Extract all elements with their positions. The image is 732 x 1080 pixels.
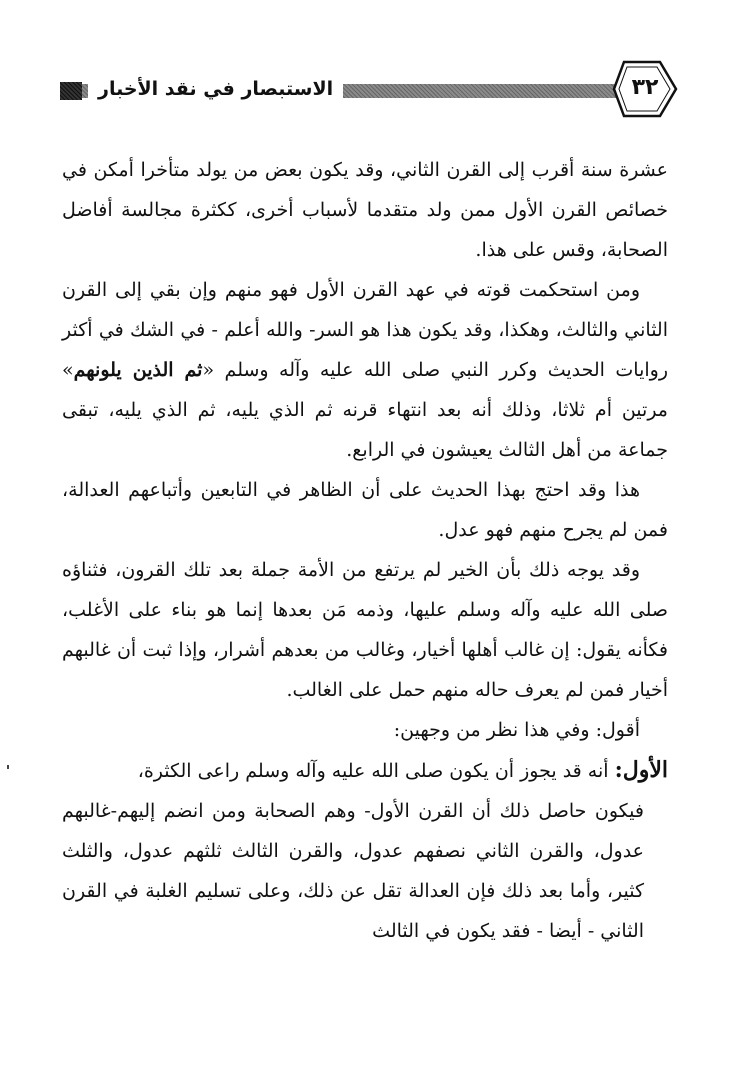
paragraph-1: عشرة سنة أقرب إلى القرن الثاني، وقد يكون بعض من يولد متأخرا أمكن في خصائص القرن الأول ممن ولد متقدما لأسباب أخرى، ككثرة مجالسة أفاضل الصحابة، وقس على هذا. xyxy=(62,159,668,261)
hadith-quote: ثم الذين يلونهم xyxy=(73,359,203,381)
paragraph-4: وقد يوجه ذلك بأن الخير لم يرتفع من الأمة جملة بعد تلك القرون، فثناؤه صلى الله عليه وآله وسلم عليها، وذمه مَن بعدها إنما هو بناء على الأغلب، فكأنه يقول: إن غالب أهلها أخيار، وغالب من بعدهم أشرار، وإذا ثبت أن غالبهم أخيار فمن لم يعرف حاله منهم حمل على الغالب. xyxy=(62,559,668,701)
paragraph-5: أقول: وفي هذا نظر من وجهين: xyxy=(393,719,640,741)
margin-mark xyxy=(7,765,9,769)
paragraph-3: هذا وقد احتج بهذا الحديث على أن الظاهر في التابعين وأتباعهم العدالة، فمن لم يجرح منهم فهو عدل. xyxy=(62,479,668,541)
paragraph-2-text-a: ومن استحكمت قوته في عهد القرن الأول فهو منهم وإن بقي إلى القرن الثاني والثالث، وهكذا، وقد يكون هذا هو السر- والله أعلم - في الشك في أكثر روايات الحديث وكرر النبي صلى الله عليه وآله وسلم « xyxy=(62,279,669,381)
running-title: الاستبصار في نقد الأخبار xyxy=(88,72,343,106)
header-end-ornament xyxy=(60,82,82,100)
paragraph-6-continuation: فيكون حاصل ذلك أن القرن الأول- وهم الصحابة ومن انضم إليهم-غالبهم عدول، والقرن الثاني نصفهم عدول، والقرن الثالث ثلثهم عدول، والثلث كثير، وأما بعد ذلك فإن العدالة تقل عن ذلك، وعلى تسليم الغلبة في القرن الثاني - أيضا - فقد يكون في الثالث xyxy=(62,800,644,942)
page-number: ٣٢ xyxy=(631,75,659,100)
page-number-badge xyxy=(612,58,678,120)
paragraph-6-text-a: أنه قد يجوز أن يكون صلى الله عليه وآله وسلم راعى الكثرة، xyxy=(137,760,615,782)
paragraph-2-text-b: » مرتين أم ثلاثا، وذلك أنه بعد انتهاء قرنه ثم الذي يليه، ثم الذي يليه، تبقى جماعة من أهل الثالث يعيشون في الرابع. xyxy=(62,359,668,461)
paragraph-2 xyxy=(62,270,668,470)
page-body xyxy=(62,150,668,951)
page-header xyxy=(60,58,680,120)
first-point-term: الأول: xyxy=(614,757,668,783)
paragraph-6-first-line xyxy=(62,750,668,791)
